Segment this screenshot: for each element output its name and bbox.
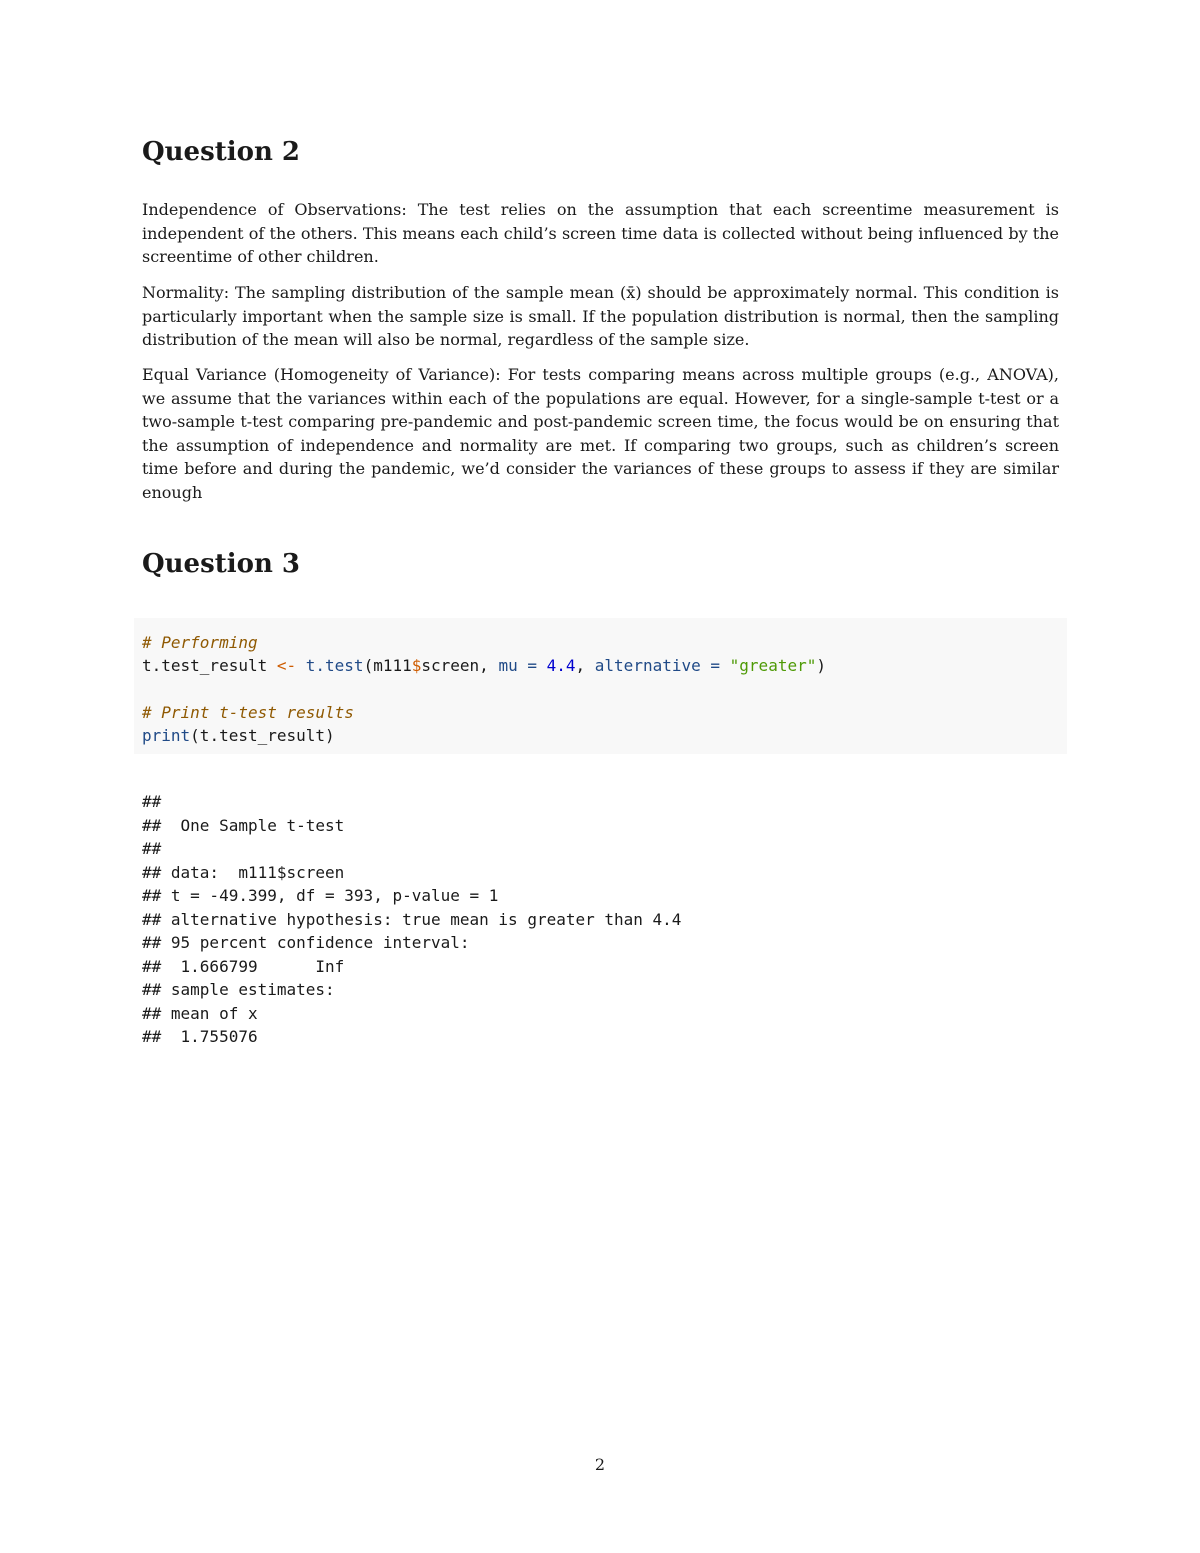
output-line: ## data: m111$screen	[142, 862, 345, 882]
question-3-heading: Question 3	[142, 549, 301, 579]
code-number: 4.4	[546, 656, 576, 675]
independence-paragraph: Independence of Observations: The test relies on the assumption that each screentime measurement is independent of the others. This means each child’s screen time data is collected without being influenced by the screentime of other children.	[142, 200, 1059, 266]
code-comment: # Performing	[142, 633, 258, 652]
output-line: ## 1.755076	[142, 1027, 258, 1046]
code-assign-op: <-	[276, 656, 297, 675]
code-arg-open: (m111	[363, 656, 412, 675]
normality-paragraph: Normality: The sampling distribution of the sample mean (x̄) should be approximately normal. This condition is particularly important when the sample size is small. If the population distribution is normal, then the sampling distribution of the mean will also be normal, regardless of the sample size.	[142, 283, 1059, 349]
code-paren-close: )	[816, 656, 826, 675]
code-line-5	[142, 725, 335, 747]
output-line: ## mean of x	[142, 1003, 258, 1023]
code-eq: =	[700, 656, 730, 675]
output-line: ## 1.666799 Inf	[142, 956, 345, 976]
equal-variance-paragraph: Equal Variance (Homogeneity of Variance): For tests comparing means across multiple groups (e.g., ANOVA), we assume that the variances within each of the populations are equal. However, for a single-sample t-test or a two-sample t-test comparing pre-pandemic and post-pandemic screen time, the focus would be on ensuring that the assumption of independence and normality are met. If comparing two groups, such as children’s screen time before and during the pandemic, we’d consider the variances of these groups to assess if they are similar enough	[142, 365, 1059, 502]
page-number: 2	[594, 1455, 606, 1474]
code-field: screen,	[421, 656, 499, 675]
code-arg-mu: mu	[498, 656, 518, 675]
output-line: ##	[142, 839, 162, 858]
output-line: ## t = -49.399, df = 393, p-value = 1	[142, 886, 499, 905]
code-eq: =	[517, 656, 547, 675]
code-comment: # Print t-test results	[142, 703, 354, 722]
code-var: t.test_result	[142, 656, 277, 675]
output-line: ##	[142, 792, 162, 811]
code-arg-alternative: alternative	[594, 656, 701, 675]
code-string: "greater"	[729, 656, 817, 675]
code-function: print	[142, 726, 191, 745]
output-line: ## 95 percent confidence interval:	[142, 933, 470, 952]
code-space	[296, 656, 306, 675]
code-args: (t.test_result)	[190, 726, 335, 745]
code-function: t.test	[305, 656, 364, 675]
code-comma: ,	[575, 656, 595, 675]
output-line: ## sample estimates:	[142, 980, 335, 999]
r-code-block	[134, 618, 1067, 754]
question-2-heading: Question 2	[142, 137, 301, 167]
code-line-2	[142, 655, 826, 677]
code-line-1	[142, 632, 258, 654]
code-line-4	[142, 702, 354, 724]
output-line: ## One Sample t-test	[142, 815, 345, 835]
output-line: ## alternative hypothesis: true mean is greater than 4.4	[142, 909, 682, 929]
code-dollar-op: $	[411, 656, 422, 675]
